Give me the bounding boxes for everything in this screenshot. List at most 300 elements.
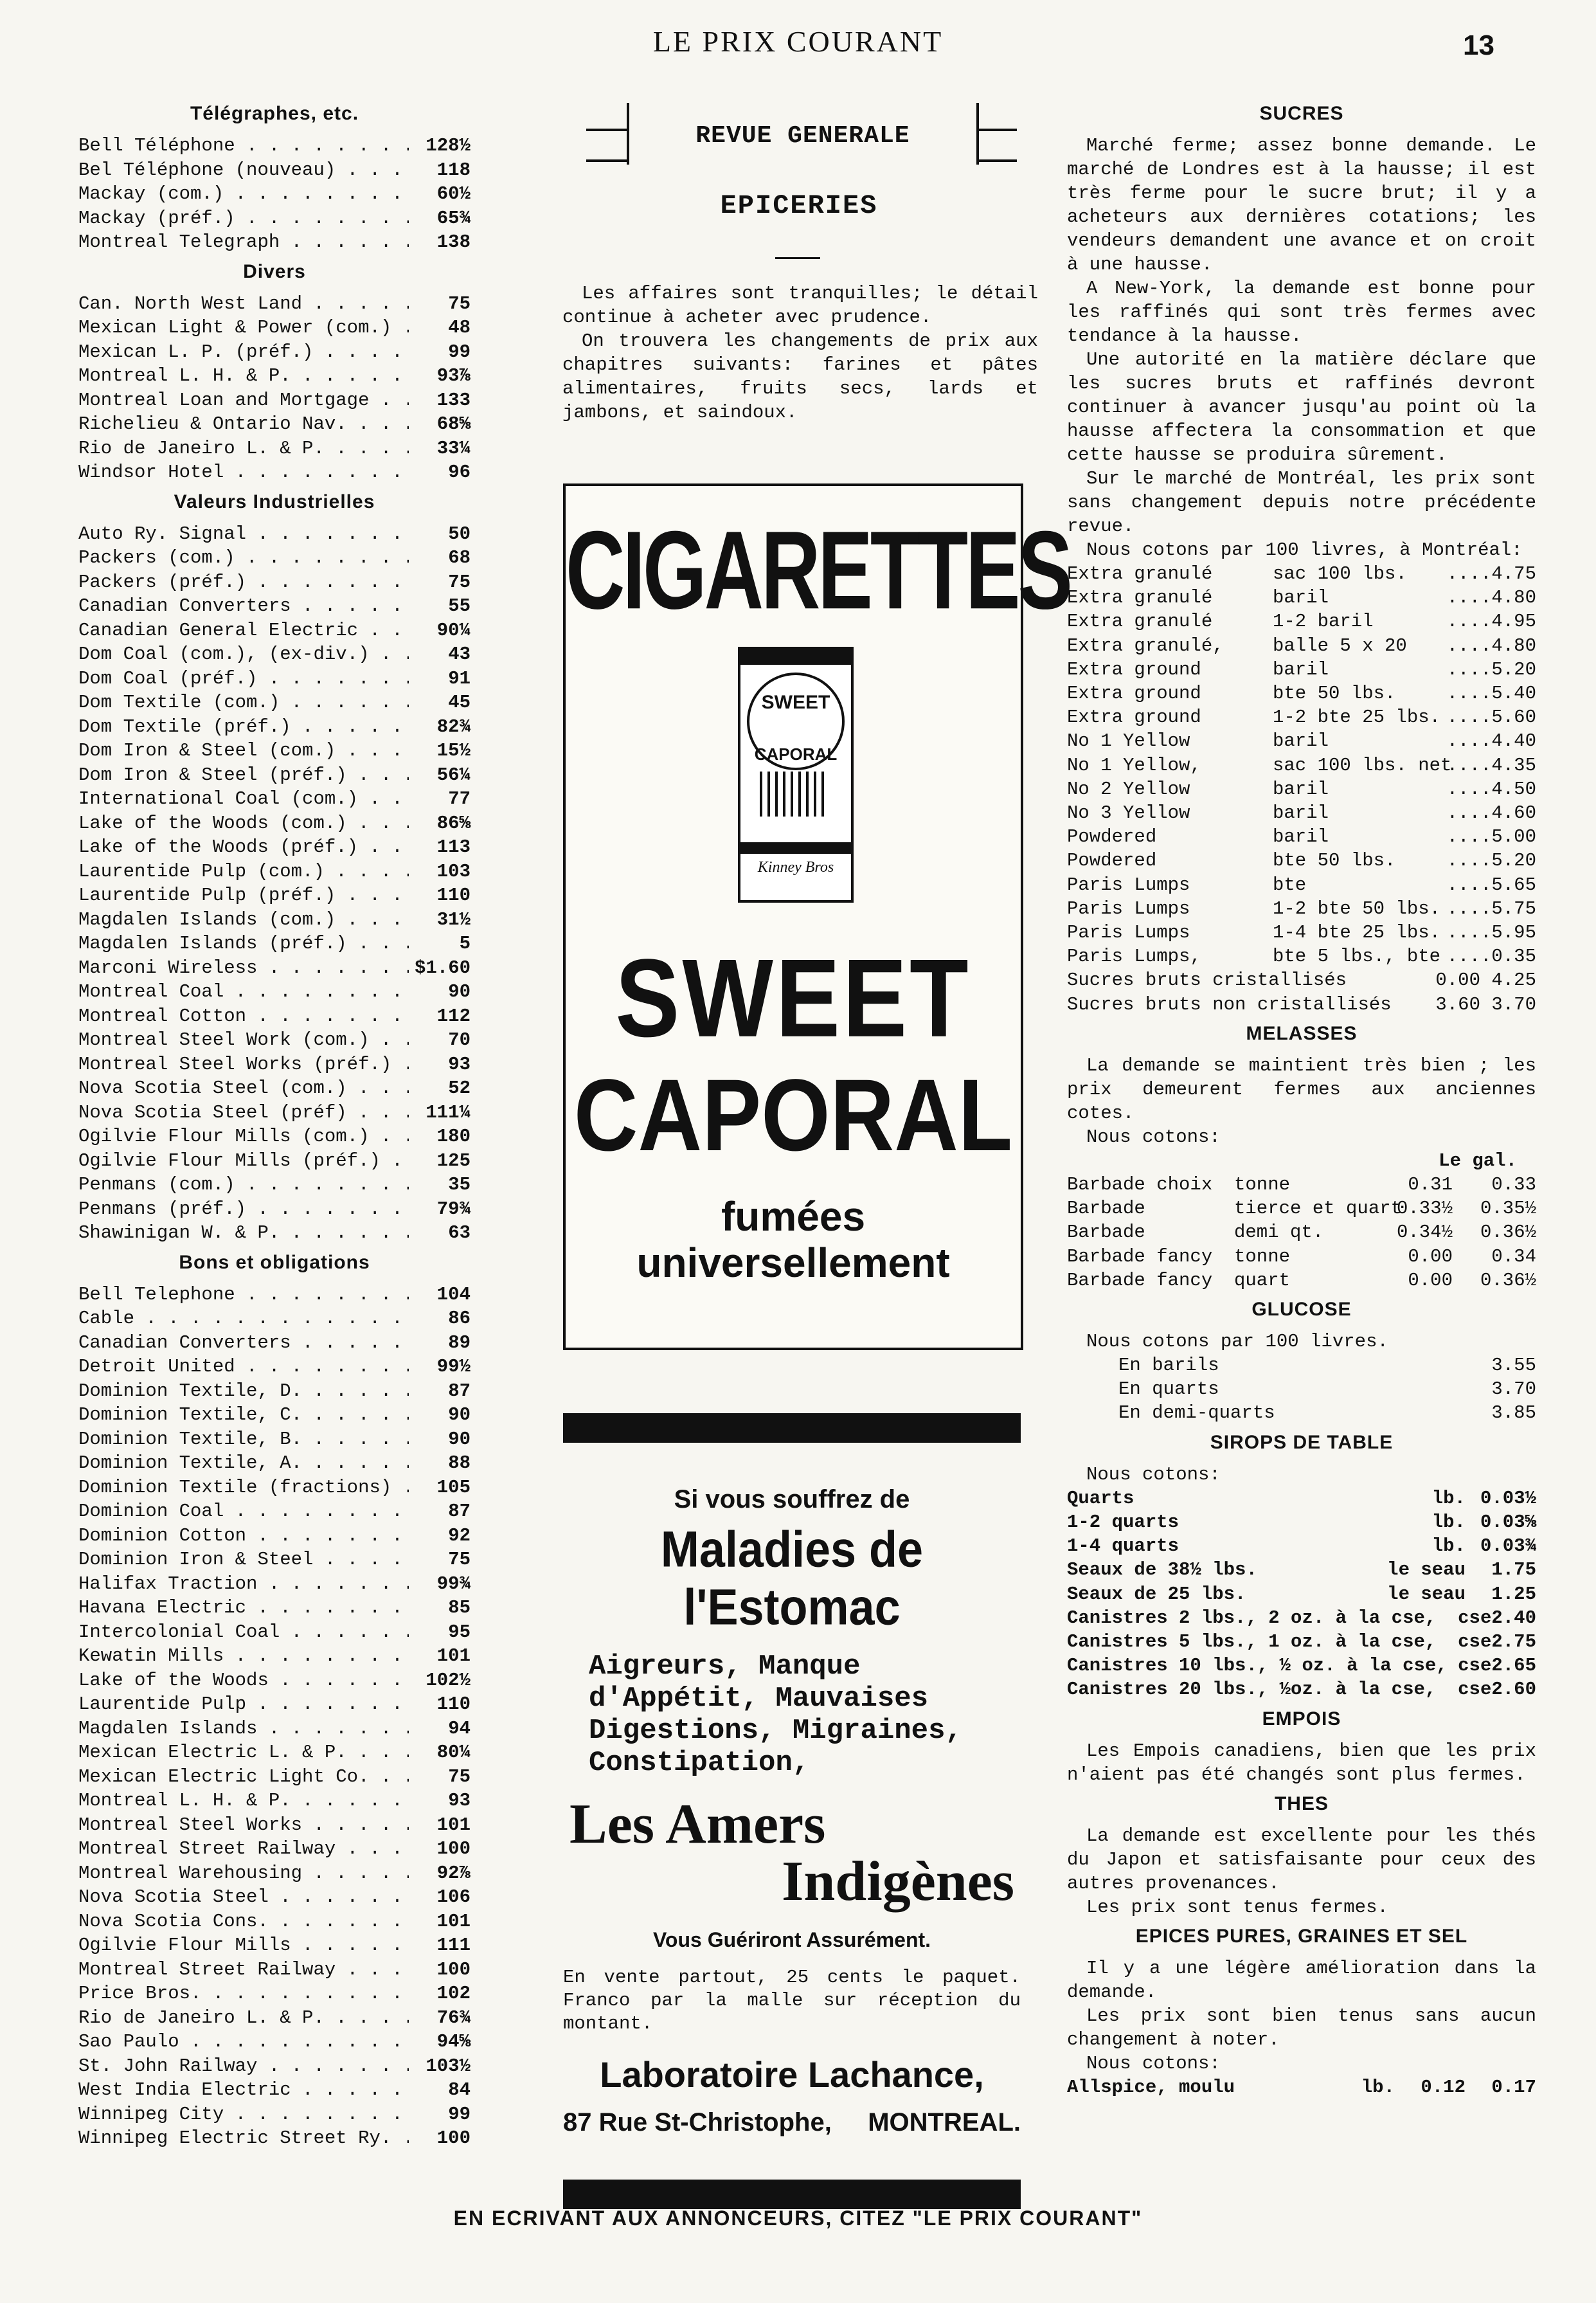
security-price: 65¾ (436, 207, 471, 229)
table-row (1067, 1377, 1536, 1401)
table-row (78, 1331, 471, 1355)
table-row (78, 908, 471, 932)
table-cell (1273, 993, 1433, 1016)
table-cell: tonne (1234, 1245, 1291, 1267)
security-price: 90 (448, 1428, 471, 1450)
sirops-intro: Nous cotons: (1086, 1463, 1221, 1485)
table-row (78, 2102, 471, 2127)
security-price: 90 (448, 1404, 471, 1425)
table-cell: Canistres 20 lbs., ½oz. à la cse, (1067, 1679, 1437, 1701)
security-name: Lake of the Woods . . . (78, 1668, 409, 1693)
table-row (1067, 1654, 1536, 1677)
ad-brand-caporal: CAPORAL (573, 1058, 1013, 1173)
table-cell: ....5.40 (1446, 683, 1536, 705)
security-name: Canadian Converters . . . (78, 1331, 409, 1355)
table-cell: baril (1273, 587, 1329, 609)
table-cell: 0.34½ (1396, 1222, 1453, 1243)
table-cell: ....5.20 (1446, 850, 1536, 872)
table-row (1067, 1558, 1536, 1582)
table-row (78, 1101, 471, 1125)
table-row (78, 883, 471, 908)
table-row (78, 1789, 471, 1813)
security-price: 125 (436, 1150, 471, 1171)
table-row (1067, 1401, 1536, 1425)
security-price: 77 (448, 788, 471, 809)
table-cell: bte (1273, 874, 1307, 896)
amers-indigenes-advertisement (563, 1485, 1021, 2137)
table-cell: tonne (1234, 1174, 1291, 1196)
table-cell: 2.65 (1491, 1655, 1536, 1677)
table-row (1067, 658, 1536, 682)
table-row (78, 546, 471, 570)
security-name: Ogilvie Flour Mills (préf.) . . . (78, 1149, 409, 1173)
table-row (78, 1620, 471, 1645)
security-price: 180 (436, 1126, 471, 1147)
table-row (1067, 944, 1536, 968)
security-price: 93 (448, 1053, 471, 1075)
security-price: 102½ (426, 1669, 471, 1691)
security-name: Auto Ry. Signal . . . (78, 522, 409, 546)
quotation-section-heading: Divers (243, 260, 306, 282)
table-row (1067, 897, 1536, 921)
table-row (1067, 1173, 1536, 1197)
table-cell: baril (1273, 826, 1329, 848)
security-name: Magdalen Islands (préf.) . . . (78, 932, 409, 956)
ad2-product-line-2: Indigènes (782, 1850, 1014, 1913)
table-row (78, 1572, 471, 1596)
security-price: 95 (448, 1621, 471, 1643)
security-price: 68 (448, 547, 471, 568)
security-price: 93⅞ (436, 365, 471, 386)
table-row (1067, 2075, 1536, 2099)
table-row (1067, 1677, 1536, 1701)
table-cell: demi qt. (1234, 1222, 1324, 1243)
table-row (1067, 921, 1536, 944)
ad-separator-bar-bottom (563, 2180, 1021, 2209)
table-cell: lb. (1431, 1487, 1466, 1509)
security-price: 60½ (436, 183, 471, 204)
security-name: Lake of the Woods (com.) . . . (78, 811, 409, 836)
epiceries-text (562, 282, 1038, 424)
ad2-symptoms: Aigreurs, Manque d'Appétit, Mauvaises Digestions, Migraines, Constipation, (589, 1650, 962, 1779)
table-cell: 0.03¾ (1480, 1535, 1536, 1557)
security-price: 112 (436, 1005, 471, 1027)
table-cell: ....4.80 (1446, 635, 1536, 656)
table-cell: No 1 Yellow (1067, 730, 1190, 752)
table-row (78, 956, 471, 980)
table-cell: No 3 Yellow (1067, 802, 1190, 824)
security-name: Detroit United . . . (78, 1355, 409, 1379)
thes-paragraph-2: Les prix sont tenus fermes. (1086, 1896, 1388, 1918)
security-name: Bel Téléphone (nouveau) . . . (78, 158, 409, 183)
table-cell: No 1 Yellow, (1067, 754, 1201, 776)
security-price: 133 (436, 389, 471, 411)
table-cell: Powdered (1067, 850, 1157, 872)
security-price: 87 (448, 1380, 471, 1402)
table-row (78, 691, 471, 715)
empois-paragraph: Les Empois canadiens, bien que les prix n'aient pas été changés sont plus fermes. (1067, 1740, 1536, 1785)
revue-title: REVUE GENERALE (695, 122, 910, 150)
security-price: 100 (436, 2127, 471, 2149)
table-row (78, 1596, 471, 1620)
security-name: Nova Scotia Steel . . . (78, 1885, 409, 1910)
security-price: 113 (436, 836, 471, 858)
table-cell: 3.55 (1491, 1355, 1536, 1377)
table-row (1067, 1534, 1536, 1558)
security-name: Montreal Street Railway . . . (78, 1837, 409, 1861)
table-row (78, 1028, 471, 1052)
table-cell: Paris Lumps (1067, 898, 1190, 919)
table-row (78, 1524, 471, 1548)
security-price: 31½ (436, 908, 471, 930)
table-cell: cse (1458, 1679, 1492, 1701)
table-cell: quart (1234, 1269, 1291, 1291)
table-cell: Barbade choix (1067, 1174, 1213, 1196)
revue-rule-left-2 (586, 159, 627, 162)
table-row (78, 1499, 471, 1524)
security-price: 118 (436, 159, 471, 181)
security-name: Winnipeg City . . . (78, 2102, 409, 2127)
table-cell: 1-2 bte 50 lbs. (1273, 898, 1441, 919)
table-row (1067, 634, 1536, 658)
table-row (78, 1668, 471, 1693)
table-cell: ....4.35 (1446, 754, 1536, 776)
security-price: 92⅞ (436, 1862, 471, 1884)
security-name: International Coal (com.) . . . (78, 787, 409, 811)
table-row (78, 1403, 471, 1427)
table-row (78, 1076, 471, 1101)
security-name: Magdalen Islands . . . (78, 1717, 409, 1741)
table-row (78, 1149, 471, 1173)
table-row (1067, 1197, 1536, 1220)
security-name: Montreal L. H. & P. . . . (78, 364, 409, 388)
security-name: Bell Telephone . . . (78, 1283, 409, 1307)
table-cell: En demi-quarts (1118, 1402, 1275, 1424)
table-row (78, 134, 471, 158)
security-name: Montreal Warehousing . . . (78, 1861, 409, 1886)
table-cell: ....4.40 (1446, 730, 1536, 752)
table-row (78, 1004, 471, 1029)
table-cell (1273, 968, 1433, 992)
revue-rule-right (976, 129, 1017, 131)
pack-top-band (740, 649, 851, 665)
security-name: Rio de Janeiro L. & P. . . . (78, 437, 409, 461)
security-name: Cable . . . (78, 1306, 409, 1331)
security-name: Laurentide Pulp . . . (78, 1692, 409, 1717)
page-header-title: LE PRIX COURANT (652, 25, 944, 58)
melasses-paragraph: La demande se maintient très bien ; les prix demeurent fermes aux anciennes cotes. (1067, 1054, 1536, 1124)
table-cell: Powdered (1067, 826, 1157, 848)
table-cell: 3.60 3.70 (1435, 993, 1536, 1015)
table-row (78, 1861, 471, 1886)
epiceries-rule (775, 257, 820, 259)
page-number: 13 (1463, 30, 1494, 61)
security-name: Montreal Steel Works . . . (78, 1813, 409, 1838)
table-row (1067, 562, 1536, 586)
table-row (78, 835, 471, 860)
glucose-heading: GLUCOSE (1251, 1299, 1352, 1321)
security-price: 93 (448, 1790, 471, 1811)
table-cell: ....4.75 (1446, 563, 1536, 584)
table-row (78, 1197, 471, 1222)
table-cell: 1-2 bte 25 lbs. (1273, 707, 1441, 728)
security-price: 99 (448, 341, 471, 363)
table-cell: baril (1273, 658, 1329, 680)
table-row (1067, 1630, 1536, 1654)
security-name: Montreal Cotton . . . (78, 1004, 409, 1029)
table-row (1067, 754, 1536, 777)
table-row (1067, 1220, 1536, 1244)
table-cell: 3.70 (1491, 1378, 1536, 1400)
security-price: 102 (436, 1983, 471, 2004)
table-cell: baril (1273, 730, 1329, 752)
table-row (78, 364, 471, 388)
security-price: 100 (436, 1958, 471, 1980)
security-name: Dominion Iron & Steel . . . (78, 1548, 409, 1572)
item-price-low: 0.12 (1421, 2076, 1466, 2098)
table-row (1067, 1245, 1536, 1269)
table-row (78, 182, 471, 206)
security-name: Kewatin Mills . . . (78, 1644, 409, 1668)
security-price: 101 (436, 1910, 471, 1932)
security-name: Dom Iron & Steel (com.) . . . (78, 739, 409, 763)
table-row (78, 1982, 471, 2006)
table-row (78, 980, 471, 1004)
security-price: 90¼ (436, 619, 471, 641)
table-cell: Extra ground (1067, 658, 1201, 680)
security-price: 35 (448, 1174, 471, 1195)
table-row (78, 158, 471, 183)
table-row (78, 316, 471, 340)
table-row (78, 1692, 471, 1717)
revue-rule-right-2 (976, 159, 1017, 162)
table-cell: Extra granulé (1067, 587, 1213, 609)
security-name: Dominion Textile (fractions) . . . (78, 1476, 409, 1500)
table-cell: Sucres bruts cristallisés (1067, 970, 1347, 991)
ad2-line-2: Maladies de l'Estomac (660, 1521, 924, 1636)
security-name: Penmans (préf.) . . . (78, 1197, 409, 1222)
table-cell: 0.00 4.25 (1435, 970, 1536, 991)
security-name: Mexican Electric Light Co. . . . (78, 1765, 409, 1789)
table-row (78, 1740, 471, 1765)
security-name: Montreal Loan and Mortgage . . . (78, 388, 409, 413)
security-name: Penmans (com.) . . . (78, 1173, 409, 1197)
pack-rays-decoration (760, 772, 828, 817)
pack-bottom-band (740, 842, 851, 854)
security-price: 99½ (436, 1356, 471, 1377)
security-name: Packers (préf.) . . . (78, 570, 409, 595)
table-row (78, 1124, 471, 1149)
table-cell: 0.33 (1491, 1174, 1536, 1196)
thes-heading: THES (1274, 1793, 1329, 1814)
security-name: St. John Railway . . . (78, 2054, 409, 2079)
table-cell: baril (1273, 802, 1329, 824)
table-row (1067, 1510, 1536, 1534)
melasses-price-table (1067, 1173, 1536, 1292)
table-cell: sac 100 lbs. (1273, 563, 1407, 584)
security-name: Lake of the Woods (préf.) . . . (78, 835, 409, 860)
security-name: Ogilvie Flour Mills . . . (78, 1933, 409, 1958)
empois-heading: EMPOIS (1262, 1708, 1341, 1730)
epices-paragraph-1: Il y a une légère amélioration dans la demande. (1067, 1957, 1536, 2003)
table-cell: Extra granulé (1067, 563, 1213, 584)
security-price: 63 (448, 1222, 471, 1243)
revue-rule-left (586, 129, 627, 131)
table-cell: ....4.50 (1446, 778, 1536, 800)
table-row (78, 292, 471, 316)
table-row (78, 1958, 471, 1982)
table-row (78, 1379, 471, 1404)
table-row (78, 230, 471, 255)
quotation-section-heading: Valeurs Industrielles (174, 491, 375, 512)
security-name: Mexican Light & Power (com.) . . . (78, 316, 409, 340)
table-cell: bte 50 lbs. (1273, 683, 1396, 705)
table-row (78, 1427, 471, 1452)
table-cell: 2.40 (1491, 1607, 1536, 1629)
table-cell: 1.75 (1491, 1559, 1536, 1581)
table-cell: ....5.65 (1446, 874, 1536, 896)
security-price: 56¼ (436, 764, 471, 786)
security-price: 70 (448, 1029, 471, 1051)
table-row (78, 1717, 471, 1741)
security-name: Dom Textile (préf.) . . . (78, 715, 409, 739)
table-row (1067, 705, 1536, 729)
ad-tagline-line-2: universellement (636, 1240, 950, 1286)
table-row (1067, 682, 1536, 705)
table-row (78, 1173, 471, 1197)
security-name: Havana Electric . . . (78, 1596, 409, 1620)
table-row (78, 1813, 471, 1838)
security-name: Montreal Telegraph . . . (78, 230, 409, 255)
table-row (1067, 610, 1536, 633)
table-row (78, 412, 471, 437)
security-price: 87 (448, 1501, 471, 1522)
security-name: Canadian Converters . . . (78, 594, 409, 619)
table-cell: Seaux de 38½ lbs. (1067, 1559, 1257, 1581)
table-cell: lb. (1431, 1511, 1466, 1533)
security-price: 68⅝ (436, 413, 471, 435)
security-price: 75 (448, 1549, 471, 1570)
security-price: 80¼ (436, 1742, 471, 1763)
security-name: Montreal Street Railway . . . (78, 1958, 409, 1982)
epiceries-title: EPICERIES (720, 190, 878, 221)
table-row (78, 1644, 471, 1668)
security-name: Mackay (com.) . . . (78, 182, 409, 206)
table-cell: Extra ground (1067, 683, 1201, 705)
security-price: 103 (436, 860, 471, 882)
ad-cigarettes-headline: CIGARETTES (566, 508, 1070, 633)
security-price: $1.60 (414, 957, 471, 979)
ad2-city: MONTREAL. (868, 2108, 1021, 2136)
table-row (78, 1052, 471, 1077)
table-cell: balle 5 x 20 (1273, 635, 1407, 656)
table-row (78, 2006, 471, 2030)
table-cell: Paris Lumps (1067, 922, 1190, 944)
table-row (1067, 586, 1536, 610)
security-name: Dominion Textile, C. . . . (78, 1403, 409, 1427)
security-name: Winnipeg Electric Street Ry. . . . (78, 2126, 409, 2151)
table-cell: Extra granulé, (1067, 635, 1224, 656)
epiceries-paragraph-2: On trouvera les changements de prix aux chapitres suivants: farines et pâtes alimentaires, fruits secs, lards et jambons, et saindoux. (562, 330, 1038, 423)
security-price: 75 (448, 293, 471, 314)
security-price: 99¾ (436, 1573, 471, 1594)
table-cell: cse (1458, 1630, 1492, 1652)
security-name: Can. North West Land . . . (78, 292, 409, 316)
pack-signature: Kinney Bros (757, 859, 834, 876)
security-name: Mexican Electric L. & P. . . . (78, 1740, 409, 1765)
security-name: Rio de Janeiro L. & P. . . . (78, 2006, 409, 2030)
table-row (1067, 1486, 1536, 1510)
ad-tagline (566, 1193, 1021, 1286)
table-cell: 0.03½ (1480, 1487, 1536, 1509)
item-price-high: 0.17 (1491, 2076, 1536, 2098)
table-row (78, 1355, 471, 1379)
security-price: 50 (448, 523, 471, 545)
table-row (78, 206, 471, 231)
table-row (78, 667, 471, 691)
security-name: Packers (com.) . . . (78, 546, 409, 570)
security-price: 111¼ (426, 1101, 471, 1123)
security-price: 101 (436, 1645, 471, 1666)
security-name: Laurentide Pulp (préf.) . . . (78, 883, 409, 908)
table-row (78, 2126, 471, 2151)
security-price: 86 (448, 1308, 471, 1329)
table-row (1067, 729, 1536, 753)
security-name: Dominion Textile, B. . . . (78, 1427, 409, 1452)
table-cell: Barbade fancy (1067, 1269, 1213, 1291)
security-price: 138 (436, 231, 471, 253)
epiceries-paragraph-1: Les affaires sont tranquilles; le détail continue à acheter avec prudence. (562, 283, 1038, 328)
table-row (1067, 777, 1536, 801)
table-cell: Paris Lumps, (1067, 946, 1201, 968)
sucres-price-table (1067, 562, 1536, 1016)
security-name: Ogilvie Flour Mills (com.) . . . (78, 1124, 409, 1149)
table-cell: No 2 Yellow (1067, 778, 1190, 800)
table-row (1067, 825, 1536, 849)
security-price: 75 (448, 1766, 471, 1787)
security-price: 79¾ (436, 1198, 471, 1220)
security-price: 43 (448, 644, 471, 665)
table-cell: 0.35½ (1480, 1198, 1536, 1220)
table-cell: tierce et quart (1234, 1198, 1403, 1220)
security-name: Dominion Coal . . . (78, 1499, 409, 1524)
table-row (78, 2054, 471, 2079)
security-name: Montreal Coal . . . (78, 980, 409, 1004)
table-cell: ....5.00 (1446, 826, 1536, 848)
table-row (78, 715, 471, 739)
ad-separator-bar-top (563, 1413, 1021, 1443)
security-price: 100 (436, 1838, 471, 1859)
table-row (1067, 993, 1536, 1016)
right-column-prices (1067, 96, 1536, 2099)
table-row (78, 763, 471, 788)
security-name: Dominion Cotton . . . (78, 1524, 409, 1548)
table-row (1067, 1606, 1536, 1630)
table-row (78, 1910, 471, 1934)
sucres-paragraph-1: Marché ferme; assez bonne demande. Le marché de Londres est à la hausse; il est très ferme pour le sucre brut; il y a acheteurs aux dernières cotations; les vendeurs demandent une avance et on croit à une hausse. (1067, 135, 1536, 275)
ad2-price-info: En vente partout, 25 cents le paquet. Franco par la malle sur réception du montant. (563, 1967, 1021, 2034)
security-price: 101 (436, 1814, 471, 1836)
security-price: 111 (436, 1935, 471, 1956)
security-price: 84 (448, 2079, 471, 2100)
table-row (78, 642, 471, 667)
security-name: Nova Scotia Cons. . . . (78, 1910, 409, 1934)
table-cell: Canistres 2 lbs., 2 oz. à la cse, (1067, 1607, 1437, 1629)
table-cell: ....5.60 (1446, 707, 1536, 728)
security-price: 96 (448, 462, 471, 483)
table-row (78, 2030, 471, 2054)
table-row (78, 619, 471, 643)
